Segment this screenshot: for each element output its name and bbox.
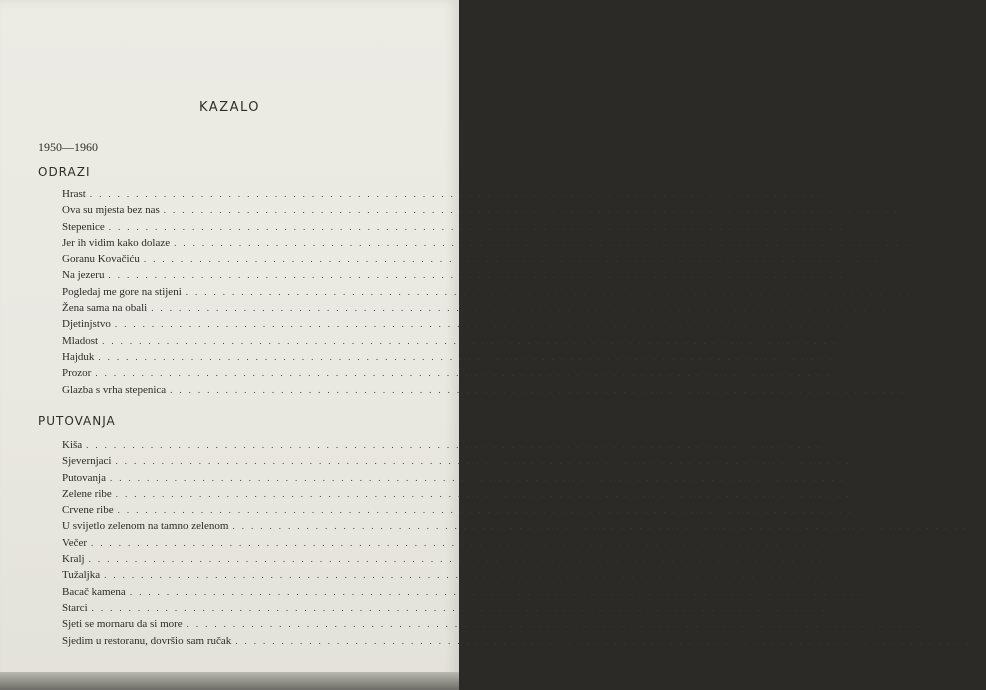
toc-entry	[62, 267, 859, 283]
toc-entry-page-number: 34	[857, 505, 869, 517]
toc-entry-title: Putovanja	[62, 471, 106, 484]
dot-leader: ................................................................................	[174, 237, 915, 248]
toc-entry-page-number: 11	[848, 221, 859, 233]
toc-entry-page-number: 33	[855, 488, 867, 500]
toc-list-odrazi	[62, 186, 937, 398]
dot-leader: ................................................................................	[186, 619, 927, 630]
toc-entry-page-number: 12	[914, 237, 925, 249]
toc-entry-page-number: 10	[903, 205, 915, 217]
period-heading: 1950—1960	[38, 140, 98, 154]
toc-entry	[62, 202, 915, 218]
dot-leader: ................................................................................	[115, 488, 856, 499]
toc-entry	[62, 349, 849, 365]
toc-entry-title: Stepenice	[62, 220, 105, 233]
page-edge-shadow	[0, 672, 459, 690]
toc-entry-title: Sjeti se mornaru da si more	[62, 618, 183, 631]
toc-entry-page-number: 25	[826, 440, 837, 451]
toc-entry-title: Žena sama na obali	[62, 302, 148, 315]
toc-entry-title: Pogledaj me gore na stijeni	[62, 285, 182, 298]
dot-leader: ................................................................................	[98, 351, 839, 362]
toc-entry-page-number: 39	[844, 570, 855, 582]
toc-entry-title: Sjevernjaci	[62, 455, 112, 468]
toc-entry-title: Starci	[62, 601, 88, 614]
toc-entry-page-number: 14	[848, 270, 859, 282]
dot-leader: ................................................................................	[108, 221, 849, 232]
dot-leader: ................................................................................	[114, 319, 855, 330]
toc-entry-title: Kralj	[62, 553, 85, 566]
toc-entry	[62, 316, 866, 332]
toc-entry-title: Crvene ribe	[62, 504, 114, 517]
dot-leader: ................................................................................	[129, 586, 870, 597]
toc-entry	[62, 333, 853, 349]
toc-entry	[62, 251, 895, 267]
toc-entry-page-number: 9	[829, 189, 836, 200]
dot-leader: ................................................................................	[185, 286, 926, 297]
dot-leader: ................................................................................	[163, 205, 904, 216]
toc-entry-title: Bacač kamena	[62, 585, 126, 598]
dot-leader: ................................................................................	[151, 303, 892, 314]
toc-entry-page-number: 20	[835, 368, 846, 380]
toc-entry-page-number: 15	[925, 286, 937, 298]
toc-entry	[62, 300, 902, 316]
toc-entry-title: Djetinjstvo	[62, 318, 111, 331]
dot-leader: ................................................................................	[170, 384, 911, 395]
toc-entry-title: Jer ih vidim kako dolaze	[62, 236, 171, 249]
toc-entry-title: Prozor	[62, 367, 92, 380]
dot-leader: ................................................................................	[91, 537, 832, 548]
dot-leader: ................................................................................	[91, 602, 832, 613]
toc-entry-title: Hajduk	[62, 350, 95, 363]
dot-leader: ................................................................................	[117, 505, 858, 516]
page-title: KAZALO	[199, 100, 260, 115]
toc-entry	[62, 284, 937, 300]
toc-entry-title: Večer	[62, 536, 88, 549]
dot-leader: ................................................................................	[235, 635, 976, 646]
dot-leader: ................................................................................	[110, 472, 850, 483]
dot-leader: ................................................................................	[115, 456, 856, 467]
toc-entry	[62, 502, 869, 518]
dot-leader: ................................................................................	[95, 368, 836, 379]
toc-entry	[62, 616, 938, 632]
toc-entry	[62, 437, 837, 453]
toc-entry-page-number: 36	[831, 537, 842, 549]
toc-entry	[62, 584, 881, 600]
toc-entry	[62, 235, 925, 251]
dot-leader: ................................................................................	[89, 189, 830, 199]
toc-entry-page-number: 46	[975, 635, 986, 647]
toc-entry-title: Mladost	[62, 334, 99, 347]
toc-entry-page-number: 45	[926, 619, 938, 631]
toc-entry	[62, 365, 846, 381]
toc-entry-title: Hrast	[62, 188, 86, 200]
toc-entry-title: Goranu Kovačiću	[62, 253, 140, 266]
toc-entry	[62, 186, 836, 202]
toc-entry-title: Ova su mjesta bez nas	[62, 204, 160, 217]
toc-entry-title: Kiša	[62, 439, 83, 451]
toc-entry	[62, 219, 859, 235]
toc-entry	[62, 551, 840, 567]
toc-entry	[62, 535, 842, 551]
toc-entry-title: Sjedim u restoranu, dovršio sam ručak	[62, 634, 232, 647]
toc-entry	[62, 486, 867, 502]
toc-entry	[62, 633, 986, 649]
toc-entry-title: U svijetlo zelenom na tamno zelenom	[62, 520, 229, 533]
toc-entry-title: Tužaljka	[62, 569, 101, 582]
toc-entry	[62, 600, 843, 616]
toc-entry-page-number: 43	[831, 602, 843, 614]
toc-list-putovanja	[62, 437, 986, 649]
dot-leader: ................................................................................	[232, 521, 973, 532]
toc-entry-page-number: 13	[883, 254, 895, 266]
toc-entry-page-number: 18	[842, 335, 853, 347]
toc-entry	[62, 518, 983, 534]
toc-entry	[62, 453, 866, 469]
dot-leader: ................................................................................	[88, 554, 829, 565]
dot-leader: ................................................................................	[104, 570, 845, 581]
toc-entry-title: Na jezeru	[62, 269, 105, 282]
section-heading-putovanja: PUTOVANJA	[38, 414, 116, 428]
dot-leader: ................................................................................	[143, 254, 884, 265]
toc-entry-title: Zelene ribe	[62, 487, 112, 500]
toc-entry-page-number: 31	[850, 472, 861, 484]
toc-entry-page-number: 17	[854, 319, 866, 331]
toc-entry-page-number: 16	[891, 303, 902, 315]
toc-entry-page-number: 19	[838, 351, 849, 363]
toc-entry-page-number: 21	[910, 384, 921, 396]
toc-entry	[62, 382, 921, 398]
toc-entry-page-number: 40	[869, 586, 881, 598]
toc-entry-title: Glazba s vrha stepenica	[62, 383, 167, 396]
toc-entry-page-number: 27	[855, 456, 866, 468]
toc-entry	[62, 470, 861, 486]
toc-entry	[62, 567, 855, 583]
section-heading-odrazi: ODRAZI	[38, 165, 91, 179]
dot-leader: ................................................................................	[102, 335, 843, 346]
toc-entry-page-number: 38	[828, 554, 840, 566]
toc-entry-page-number: 35	[972, 521, 983, 533]
dot-leader: ................................................................................	[108, 270, 849, 281]
dot-leader: ................................................................................	[86, 440, 827, 450]
